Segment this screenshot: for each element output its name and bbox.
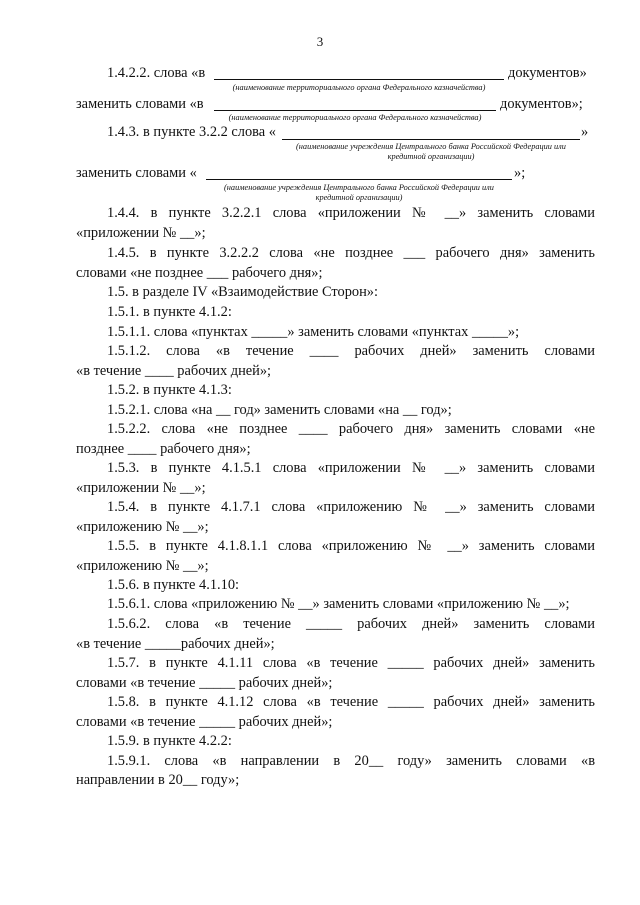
text-line: 1.5.2. в пункте 4.1.3: bbox=[107, 382, 232, 398]
text-line: заменить словами « bbox=[76, 165, 197, 181]
text-line: » bbox=[581, 124, 589, 140]
text-line: 1.5.6.2. слова «в течение _____ рабочих дней» заменить словами bbox=[107, 616, 595, 632]
text-line: «в течение ____ рабочих дней»; bbox=[76, 363, 272, 379]
field-caption: (наименование территориального органа Федерального казначейства) bbox=[232, 83, 486, 92]
text-line: «приложении № __»; bbox=[76, 480, 206, 496]
text-line: направлении в 20__ году»; bbox=[76, 772, 240, 788]
text-line: 1.5.9.1. слова «в направлении в 20__ году» заменить словами «в bbox=[107, 753, 595, 769]
field-caption: (наименование учреждения Центрального банка Российской Федерации или bbox=[296, 142, 566, 151]
text-line: 1.5.4. в пункте 4.1.7.1 слова «приложению № __» заменить словами bbox=[107, 499, 595, 515]
field-caption: (наименование учреждения Центрального банка Российской Федерации или bbox=[224, 183, 494, 192]
field-caption: кредитной организации) bbox=[387, 152, 475, 161]
text-line: «приложению № __»; bbox=[76, 519, 209, 535]
text-line: «приложению № __»; bbox=[76, 558, 209, 574]
text-line: словами «в течение _____ рабочих дней»; bbox=[76, 714, 333, 730]
field-caption: кредитной организации) bbox=[315, 193, 403, 202]
text-line: 1.4.4. в пункте 3.2.2.1 слова «приложении № __» заменить словами bbox=[107, 205, 595, 221]
text-line: 1.5.2.1. слова «на __ год» заменить словами «на __ год»; bbox=[107, 402, 452, 418]
text-line: позднее ____ рабочего дня»; bbox=[76, 441, 251, 457]
text-line: 1.4.3. в пункте 3.2.2 слова « bbox=[107, 124, 276, 140]
text-line: 1.5. в разделе IV «Взаимодействие Сторон»: bbox=[107, 284, 378, 300]
text-line: 1.5.3. в пункте 4.1.5.1 слова «приложении № __» заменить словами bbox=[107, 460, 595, 476]
text-line: 1.5.6.1. слова «приложению № __» заменить словами «приложению № __»; bbox=[107, 596, 570, 612]
text-line: словами «в течение _____ рабочих дней»; bbox=[76, 675, 333, 691]
text-line: »; bbox=[514, 165, 526, 181]
text-line: «в течение _____рабочих дней»; bbox=[76, 636, 275, 652]
blank-field-line bbox=[214, 110, 496, 111]
text-line: 1.4.2.2. слова «в bbox=[107, 65, 206, 81]
text-line: 1.5.8. в пункте 4.1.12 слова «в течение _____ рабочих дней» заменить bbox=[107, 694, 595, 710]
text-line: «приложении № __»; bbox=[76, 225, 206, 241]
text-line: документов»; bbox=[500, 96, 583, 112]
text-line: 1.5.2.2. слова «не позднее ____ рабочего дня» заменить словами «не bbox=[107, 421, 595, 437]
text-line: 1.5.9. в пункте 4.2.2: bbox=[107, 733, 232, 749]
text-line: словами «не позднее ___ рабочего дня»; bbox=[76, 265, 323, 281]
blank-field-line bbox=[206, 179, 512, 180]
text-line: 1.5.1.2. слова «в течение ____ рабочих дней» заменить словами bbox=[107, 343, 595, 359]
text-line: 1.5.6. в пункте 4.1.10: bbox=[107, 577, 240, 593]
blank-field-line bbox=[214, 79, 504, 80]
blank-field-line bbox=[282, 139, 580, 140]
text-line: 1.4.5. в пункте 3.2.2.2 слова «не позднее ___ рабочего дня» заменить bbox=[107, 245, 595, 261]
field-caption: (наименование территориального органа Федерального казначейства) bbox=[228, 113, 482, 122]
text-line: заменить словами «в bbox=[76, 96, 204, 112]
text-line: 1.5.1. в пункте 4.1.2: bbox=[107, 304, 232, 320]
text-line: 1.5.7. в пункте 4.1.11 слова «в течение _____ рабочих дней» заменить bbox=[107, 655, 595, 671]
text-line: 1.5.5. в пункте 4.1.8.1.1 слова «приложению № __» заменить словами bbox=[107, 538, 595, 554]
text-line: документов» bbox=[508, 65, 587, 81]
text-line: 1.5.1.1. слова «пунктах _____» заменить словами «пунктах _____»; bbox=[107, 324, 520, 340]
page-number: 3 bbox=[316, 34, 324, 49]
